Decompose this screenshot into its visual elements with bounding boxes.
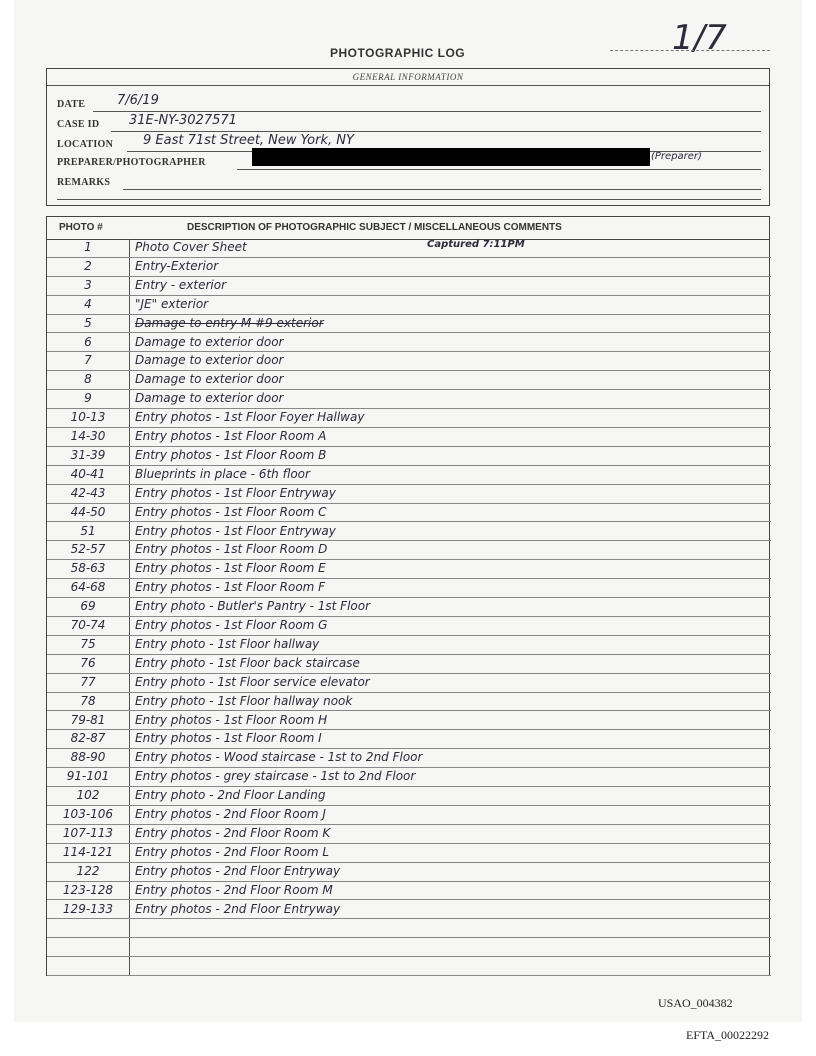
table-row <box>47 730 771 749</box>
table-row <box>47 447 771 466</box>
table-row <box>47 901 771 920</box>
photo-description: Entry photos - Wood staircase - 1st to 2nd Floor <box>135 750 423 765</box>
photo-number: 5 <box>84 315 92 330</box>
photo-number: 4 <box>84 296 92 311</box>
table-row <box>47 352 771 371</box>
table-row <box>47 655 771 674</box>
photo-description: Entry photos - grey staircase - 1st to 2nd Floor <box>135 769 416 784</box>
photo-description: Damage to exterior door <box>135 353 284 368</box>
photo-number: 70-74 <box>70 618 106 632</box>
table-header <box>47 217 769 240</box>
table-row <box>47 296 771 315</box>
table-row <box>47 485 771 504</box>
bates-number-usao: USAO_004382 <box>658 996 733 1010</box>
table-row <box>47 636 771 655</box>
photo-number: 52-57 <box>70 542 106 557</box>
photo-description: Entry photo - 2nd Floor Landing <box>135 788 326 803</box>
photo-number: 2 <box>84 258 92 273</box>
photo-number: 76 <box>80 655 96 670</box>
photo-number: 58-63 <box>70 561 106 576</box>
date-label: DATE <box>57 99 86 110</box>
photo-number-header: PHOTO # <box>59 222 103 233</box>
table-row <box>47 863 771 882</box>
table-row <box>47 428 771 447</box>
table-row <box>47 523 771 542</box>
case-id-underline <box>111 131 761 132</box>
photo-number: 114-121 <box>62 844 114 859</box>
case-id-label: CASE ID <box>57 119 100 130</box>
photo-description: Damage to entry M #9 exterior <box>135 315 324 330</box>
table-row <box>47 315 771 334</box>
general-information-heading: GENERAL INFORMATION <box>47 69 769 86</box>
photo-number: 64-68 <box>70 580 106 595</box>
photo-number: 88-90 <box>70 750 106 765</box>
table-row <box>47 390 771 409</box>
photo-description: Entry photos - 2nd Floor Room J <box>135 807 326 821</box>
photo-number: 6 <box>84 334 92 349</box>
general-information-box <box>46 68 770 206</box>
photo-description: Entry-Exterior <box>135 258 219 273</box>
photo-number: 129-133 <box>62 901 114 916</box>
photo-description: Entry photos - 1st Floor Room E <box>135 561 326 576</box>
photo-description: Entry photos - 2nd Floor Room M <box>135 882 333 897</box>
photo-number: 42-43 <box>70 485 106 500</box>
table-row <box>47 560 771 579</box>
photo-description: Entry photos - 2nd Floor Entryway <box>135 901 341 916</box>
remarks-underline-2 <box>57 199 761 200</box>
photo-number: 75 <box>80 636 96 651</box>
photo-number: 77 <box>80 674 96 689</box>
photo-description: Entry photos - 1st Floor Room C <box>135 504 327 519</box>
photo-description: Entry photos - 1st Floor Room G <box>135 618 328 632</box>
location-label: LOCATION <box>57 139 114 150</box>
bates-number-efta: EFTA_00022292 <box>686 1028 770 1042</box>
page-number: 1/7 <box>672 18 727 58</box>
photo-description: Entry photos - 1st Floor Room B <box>135 447 327 462</box>
table-row <box>47 504 771 523</box>
photo-number: 7 <box>84 353 92 368</box>
photo-description: Entry photo - 1st Floor hallway <box>135 636 320 651</box>
table-row <box>47 541 771 560</box>
photo-description: Entry photos - 1st Floor Entryway <box>135 523 336 538</box>
table-row <box>47 749 771 768</box>
photo-number: 103-106 <box>62 807 114 821</box>
page-title: PHOTOGRAPHIC LOG <box>330 46 466 60</box>
photo-description: Entry photos - 1st Floor Room I <box>135 731 322 746</box>
table-row <box>47 409 771 428</box>
photo-description: Entry photo - 1st Floor service elevator <box>135 674 370 689</box>
redaction-bar <box>252 148 650 166</box>
table-row <box>47 466 771 485</box>
photo-description: Entry photos - 2nd Floor Entryway <box>135 863 341 878</box>
photo-description: Entry photos - 2nd Floor Room K <box>135 825 331 840</box>
table-row <box>47 598 771 617</box>
table-row <box>47 844 771 863</box>
preparer-label: PREPARER/PHOTOGRAPHER <box>57 157 206 168</box>
photo-description: Blueprints in place - 6th floor <box>135 466 310 481</box>
photo-description: Damage to exterior door <box>135 334 284 349</box>
photo-number: 8 <box>84 372 92 387</box>
photo-number: 91-101 <box>66 769 110 784</box>
photo-number: 44-50 <box>70 504 106 519</box>
photo-number: 9 <box>84 391 92 406</box>
photo-description: Entry photos - 1st Floor Room A <box>135 429 327 443</box>
table-row <box>47 825 771 844</box>
photo-description: Damage to exterior door <box>135 391 284 406</box>
date-value: 7/6/19 <box>117 93 159 108</box>
table-row <box>47 957 771 976</box>
table-row <box>47 579 771 598</box>
photo-number: 102 <box>76 788 100 803</box>
table-row <box>47 919 771 938</box>
page-number-line <box>610 50 770 51</box>
photo-number: 51 <box>80 523 96 538</box>
photo-number: 14-30 <box>70 429 106 443</box>
table-row <box>47 277 771 296</box>
photo-description: Entry - exterior <box>135 277 227 292</box>
photo-number: 1 <box>84 240 92 254</box>
table-row <box>47 617 771 636</box>
table-row <box>47 882 771 901</box>
table-row <box>47 768 771 787</box>
photo-number: 79-81 <box>70 712 106 727</box>
remarks-label: REMARKS <box>57 177 111 188</box>
preparer-underline <box>237 169 761 170</box>
photo-description: Entry photos - 2nd Floor Room L <box>135 844 330 859</box>
photo-description: Damage to exterior door <box>135 372 284 387</box>
photo-number: 107-113 <box>62 825 114 840</box>
preparer-note: (Preparer) <box>651 151 702 162</box>
photo-description: Entry photos - 1st Floor Room D <box>135 542 328 557</box>
table-row <box>47 674 771 693</box>
photo-number: 122 <box>76 863 100 878</box>
photo-number: 82-87 <box>70 731 106 746</box>
date-underline <box>93 111 761 112</box>
photo-log-table <box>46 216 770 976</box>
table-row <box>47 693 771 712</box>
photo-description: Entry photo - Butler's Pantry - 1st Floor <box>135 599 371 614</box>
capture-time-note: Captured 7:11PM <box>427 239 525 250</box>
photo-number: 69 <box>80 599 96 614</box>
table-row <box>47 938 771 957</box>
location-value: 9 East 71st Street, New York, NY <box>143 133 354 148</box>
photo-number: 123-128 <box>62 882 114 897</box>
photo-description: Entry photo - 1st Floor back staircase <box>135 655 360 670</box>
photo-number: 78 <box>80 693 96 708</box>
photo-description: Entry photos - 1st Floor Room H <box>135 712 328 727</box>
photo-description: Entry photo - 1st Floor hallway nook <box>135 693 353 708</box>
remarks-underline <box>123 189 761 190</box>
table-row <box>47 787 771 806</box>
table-row <box>47 806 771 825</box>
table-row <box>47 334 771 353</box>
case-id-value: 31E-NY-3027571 <box>129 113 237 128</box>
photo-number: 31-39 <box>70 447 106 462</box>
photo-description: "JE" exterior <box>135 296 209 311</box>
photo-number: 3 <box>84 277 92 292</box>
photo-description: Entry photos - 1st Floor Foyer Hallway <box>135 410 365 425</box>
photo-number: 10-13 <box>70 410 106 425</box>
photo-description: Photo Cover Sheet <box>135 240 247 254</box>
photo-description: Entry photos - 1st Floor Entryway <box>135 485 336 500</box>
photo-number: 40-41 <box>70 466 106 481</box>
table-row <box>47 371 771 390</box>
table-row <box>47 258 771 277</box>
table-row <box>47 239 771 258</box>
description-header: DESCRIPTION OF PHOTOGRAPHIC SUBJECT / MISCELLANEOUS COMMENTS <box>187 222 562 233</box>
table-row <box>47 712 771 731</box>
photo-description: Entry photos - 1st Floor Room F <box>135 580 326 595</box>
